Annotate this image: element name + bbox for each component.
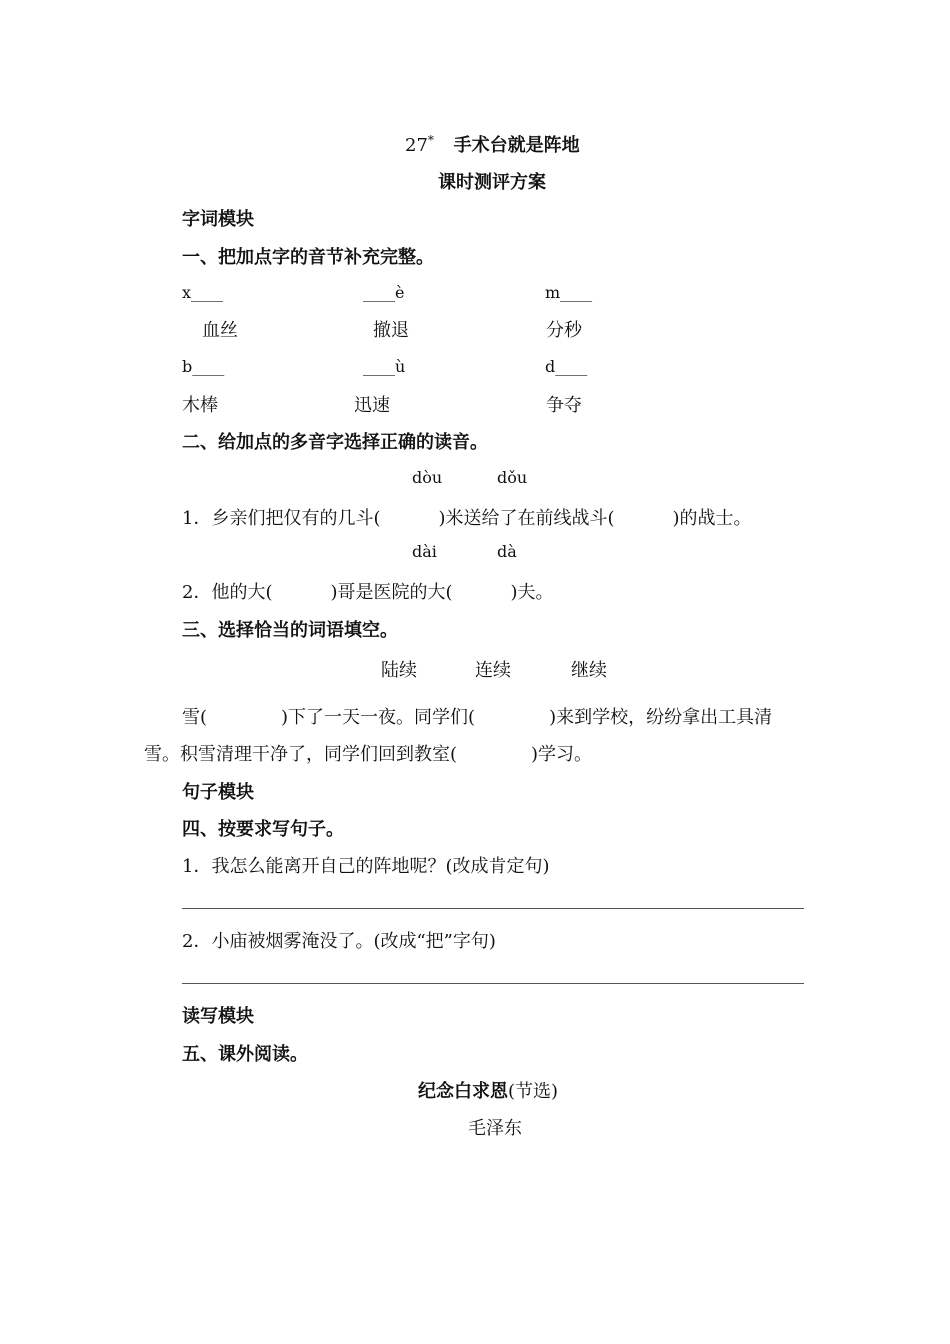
- word-item: 迅速: [354, 395, 390, 416]
- section-heading-reading: 读写模块: [182, 1006, 254, 1027]
- syllable-blank: ____è: [363, 283, 405, 302]
- word-item: 撤退: [373, 320, 409, 341]
- question-4-title: 四、按要求写句子。: [182, 819, 344, 840]
- lesson-name: 手术台就是阵地: [453, 135, 580, 156]
- section-heading-words: 字词模块: [182, 209, 254, 230]
- rewrite-item-1: 1．我怎么能离开自己的阵地呢？(改成肯定句): [182, 856, 550, 877]
- sentence-2: 2．他的大( )哥是医院的大( )夫。: [182, 582, 554, 603]
- pinyin-option: dà: [497, 542, 517, 561]
- word-option: 继续: [571, 660, 607, 681]
- answer-line[interactable]: [182, 908, 804, 909]
- section-heading-sentences: 句子模块: [182, 782, 254, 803]
- word-item: 血丝: [202, 320, 238, 341]
- article-title: 纪念白求恩(节选): [418, 1081, 559, 1102]
- page-subtitle: 课时测评方案: [438, 172, 546, 193]
- fill-paragraph-line-1: 雪( )下了一天一夜。同学们( )来到学校，纷纷拿出工具清: [182, 707, 773, 728]
- lesson-title: [405, 131, 580, 157]
- syllable-blank: m____: [545, 283, 593, 302]
- word-option: 连续: [475, 660, 511, 681]
- syllable-blank: ____ù: [363, 357, 406, 376]
- syllable-blank: d____: [545, 357, 588, 376]
- syllable-blank: b____: [182, 357, 225, 376]
- syllable-blank: x____: [182, 283, 224, 302]
- pinyin-option: dòu: [412, 468, 443, 487]
- answer-line[interactable]: [182, 983, 804, 984]
- question-5-title: 五、课外阅读。: [182, 1044, 308, 1065]
- pinyin-option: dǒu: [497, 468, 528, 487]
- article-author: 毛泽东: [468, 1118, 522, 1139]
- sentence-1: 1．乡亲们把仅有的几斗( )米送给了在前线战斗( )的战士。: [182, 508, 752, 529]
- question-2-title: 二、给加点的多音字选择正确的读音。: [182, 432, 488, 453]
- word-item: 分秒: [546, 320, 582, 341]
- word-item: 争夺: [546, 395, 582, 416]
- word-item: 木棒: [182, 395, 218, 416]
- word-option: 陆续: [381, 660, 417, 681]
- lesson-mark: *: [427, 133, 434, 147]
- pinyin-option: dài: [412, 542, 437, 561]
- question-3-title: 三、选择恰当的词语填空。: [182, 620, 398, 641]
- question-1-title: 一、把加点字的音节补充完整。: [182, 247, 434, 268]
- rewrite-item-2: 2．小庙被烟雾淹没了。(改成“把”字句): [182, 931, 496, 952]
- fill-paragraph-line-2: 雪。积雪清理干净了，同学们回到教室( )学习。: [144, 744, 593, 765]
- lesson-number: 27: [405, 135, 428, 156]
